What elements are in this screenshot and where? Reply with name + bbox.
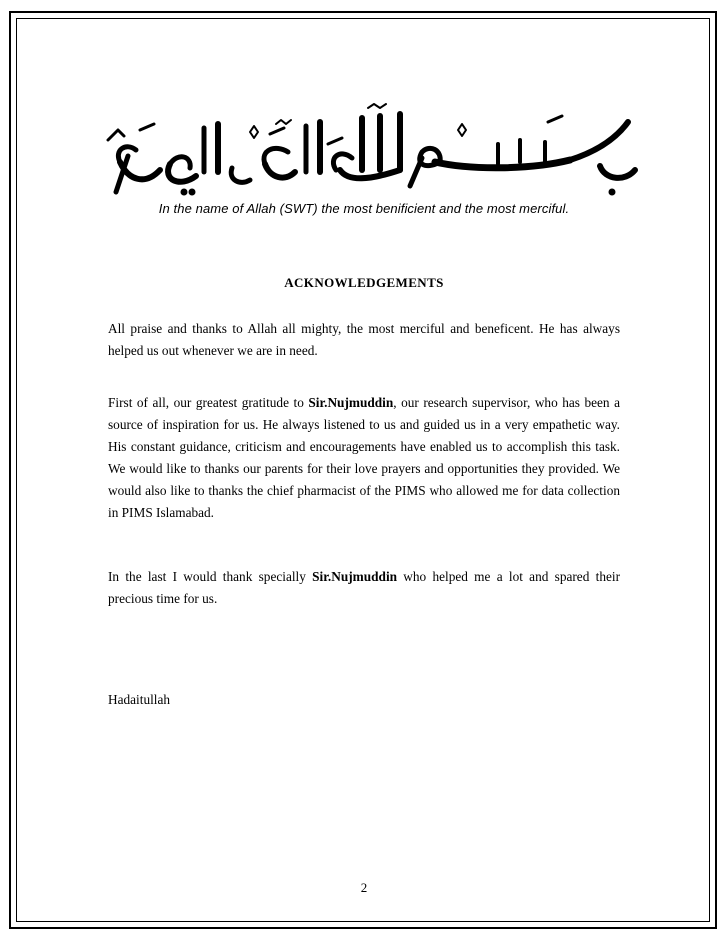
- paragraph-thanks: [108, 566, 620, 610]
- supervisor-name-repeat: Sir.Nujmuddin: [312, 569, 398, 584]
- paragraph-thanks-text-start: In the last I would thank specially: [108, 569, 313, 584]
- basmala-translation: In the name of Allah (SWT) the most benificient and the most merciful.: [158, 201, 570, 216]
- page-number: 2: [360, 880, 368, 895]
- page-title: ACKNOWLEDGEMENTS: [284, 275, 444, 290]
- paragraph-gratitude-text-end: , our research supervisor, who has been a source of inspiration for us. He always listened to us and guided us in a very empathetic way. His constant guidance, criticism and encouragements have enabled us to accomplish this task. We would like to thanks our parents for their love prayers and opportunities they provided. We would also like to thanks the chief pharmacist of the PIMS who allowed me for data collection in PIMS Islamabad.: [108, 395, 620, 520]
- supervisor-name: Sir.Nujmuddin: [308, 395, 394, 410]
- paragraph-gratitude-text-start: First of all, our greatest gratitude to: [108, 395, 309, 410]
- bismillah-calligraphy: [100, 100, 640, 200]
- paragraph-gratitude: [108, 392, 620, 524]
- paragraph-thanks-text-end: who helped me a lot and spared their precious time for us.: [108, 569, 620, 606]
- signature: Hadaitullah: [108, 692, 171, 707]
- paragraph-praise: All praise and thanks to Allah all mighty, the most merciful and beneficent. He has always helped us out whenever we are in need.: [108, 321, 620, 358]
